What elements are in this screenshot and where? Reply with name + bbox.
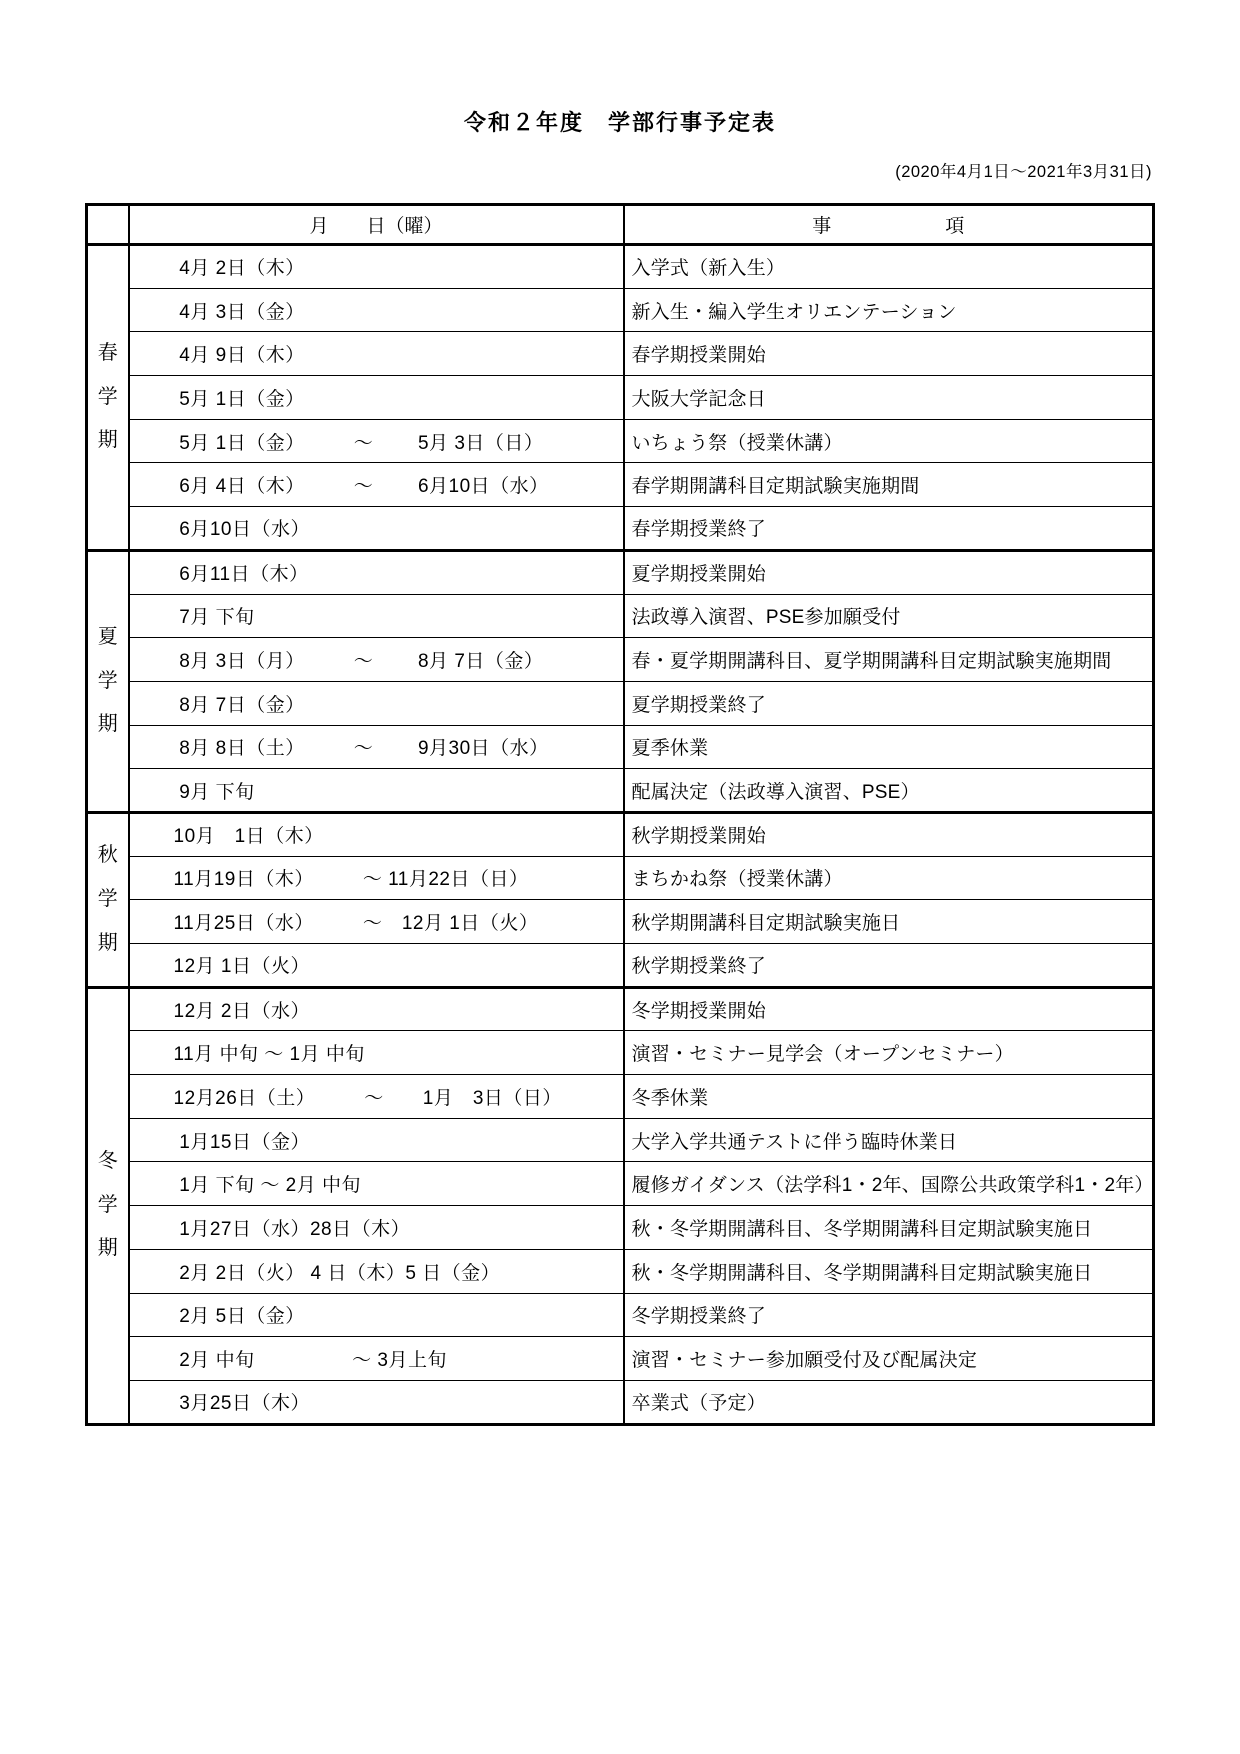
item-cell: 配属決定（法政導入演習、PSE） — [624, 769, 1154, 813]
date-cell: 10月 1日（木） — [129, 812, 624, 856]
item-cell: 夏学期授業開始 — [624, 550, 1154, 594]
item-cell: 演習・セミナー見学会（オープンセミナー） — [624, 1031, 1154, 1075]
date-cell: 11月 中旬 ～ 1月 中旬 — [129, 1031, 624, 1075]
table-row — [87, 1249, 1154, 1293]
section-summer — [87, 550, 1154, 812]
header-date-column: 月 日（曜） — [129, 205, 624, 245]
date-cell: 2月 中旬 ～ 3月上旬 — [129, 1337, 624, 1381]
date-cell: 6月 4日（木） ～ 6月10日（水） — [129, 463, 624, 507]
table-row — [87, 245, 1154, 289]
item-cell: 秋・冬学期開講科目、冬学期開講科目定期試験実施日 — [624, 1249, 1154, 1293]
table-row — [87, 594, 1154, 638]
date-cell: 11月19日（木） ～ 11月22日（日） — [129, 856, 624, 900]
date-cell: 6月10日（水） — [129, 507, 624, 551]
item-cell: 春学期開講科目定期試験実施期間 — [624, 463, 1154, 507]
table-row — [87, 419, 1154, 463]
date-range-subtitle: (2020年4月1日～2021年3月31日) — [895, 163, 1152, 181]
table-row — [87, 856, 1154, 900]
item-cell: 法政導入演習、PSE参加願受付 — [624, 594, 1154, 638]
table-row — [87, 900, 1154, 944]
item-cell: 冬学期授業終了 — [624, 1293, 1154, 1337]
table-row — [87, 812, 1154, 856]
date-cell: 6月11日（木） — [129, 550, 624, 594]
item-cell: 冬学期授業開始 — [624, 987, 1154, 1031]
section-label-winter: 冬学期 — [87, 987, 129, 1424]
table-row — [87, 332, 1154, 376]
table-row — [87, 1031, 1154, 1075]
date-cell: 7月 下旬 — [129, 594, 624, 638]
item-cell: 夏学期授業終了 — [624, 681, 1154, 725]
item-cell: まちかね祭（授業休講） — [624, 856, 1154, 900]
section-spring — [87, 245, 1154, 551]
table-row — [87, 1206, 1154, 1250]
header-corner-cell — [87, 205, 129, 245]
table-row — [87, 725, 1154, 769]
section-winter — [87, 987, 1154, 1424]
date-cell: 5月 1日（金） — [129, 376, 624, 420]
section-label-spring: 春学期 — [87, 245, 129, 551]
table-row — [87, 550, 1154, 594]
date-cell: 11月25日（水） ～ 12月 1日（火） — [129, 900, 624, 944]
date-cell: 9月 下旬 — [129, 769, 624, 813]
schedule-table — [85, 203, 1155, 1426]
date-cell: 4月 3日（金） — [129, 288, 624, 332]
table-row — [87, 376, 1154, 420]
table-row — [87, 288, 1154, 332]
date-cell: 8月 7日（金） — [129, 681, 624, 725]
date-cell: 8月 8日（土） ～ 9月30日（水） — [129, 725, 624, 769]
table-row — [87, 463, 1154, 507]
item-cell: いちょう祭（授業休講） — [624, 419, 1154, 463]
item-cell: 春学期授業開始 — [624, 332, 1154, 376]
date-cell: 1月27日（水）28日（木） — [129, 1206, 624, 1250]
item-cell: 秋学期授業開始 — [624, 812, 1154, 856]
date-cell: 8月 3日（月） ～ 8月 7日（金） — [129, 638, 624, 682]
item-cell: 夏季休業 — [624, 725, 1154, 769]
table-row — [87, 769, 1154, 813]
item-cell: 大阪大学記念日 — [624, 376, 1154, 420]
date-cell: 2月 2日（火） 4 日（木）5 日（金） — [129, 1249, 624, 1293]
date-cell: 2月 5日（金） — [129, 1293, 624, 1337]
table-row — [87, 638, 1154, 682]
date-cell: 12月26日（土） ～ 1月 3日（日） — [129, 1075, 624, 1119]
item-cell: 卒業式（予定） — [624, 1380, 1154, 1424]
date-cell: 3月25日（木） — [129, 1380, 624, 1424]
item-cell: 冬季休業 — [624, 1075, 1154, 1119]
table-row — [87, 944, 1154, 988]
table-row — [87, 1337, 1154, 1381]
date-cell: 12月 2日（水） — [129, 987, 624, 1031]
item-cell: 履修ガイダンス（法学科1・2年、国際公共政策学科1・2年） — [624, 1162, 1154, 1206]
item-cell: 春・夏学期開講科目、夏学期開講科目定期試験実施期間 — [624, 638, 1154, 682]
table-row — [87, 1162, 1154, 1206]
header-item-column: 事 項 — [624, 205, 1154, 245]
section-autumn — [87, 812, 1154, 987]
date-cell: 5月 1日（金） ～ 5月 3日（日） — [129, 419, 624, 463]
date-cell: 1月15日（金） — [129, 1118, 624, 1162]
section-label-autumn: 秋学期 — [87, 812, 129, 987]
item-cell: 秋学期開講科目定期試験実施日 — [624, 900, 1154, 944]
table-row — [87, 987, 1154, 1031]
table-row — [87, 1293, 1154, 1337]
item-cell: 新入生・編入学生オリエンテーション — [624, 288, 1154, 332]
item-cell: 入学式（新入生） — [624, 245, 1154, 289]
table-row — [87, 1380, 1154, 1424]
section-label-summer: 夏学期 — [87, 550, 129, 812]
header-row — [87, 205, 1154, 245]
page-title: 令和２年度 学部行事予定表 — [463, 110, 776, 135]
date-cell: 4月 9日（木） — [129, 332, 624, 376]
date-cell: 4月 2日（木） — [129, 245, 624, 289]
item-cell: 春学期授業終了 — [624, 507, 1154, 551]
item-cell: 秋学期授業終了 — [624, 944, 1154, 988]
date-cell: 1月 下旬 ～ 2月 中旬 — [129, 1162, 624, 1206]
table-row — [87, 1118, 1154, 1162]
date-cell: 12月 1日（火） — [129, 944, 624, 988]
item-cell: 秋・冬学期開講科目、冬学期開講科目定期試験実施日 — [624, 1206, 1154, 1250]
item-cell: 大学入学共通テストに伴う臨時休業日 — [624, 1118, 1154, 1162]
table-row — [87, 681, 1154, 725]
table-row — [87, 507, 1154, 551]
table-row — [87, 1075, 1154, 1119]
item-cell: 演習・セミナー参加願受付及び配属決定 — [624, 1337, 1154, 1381]
